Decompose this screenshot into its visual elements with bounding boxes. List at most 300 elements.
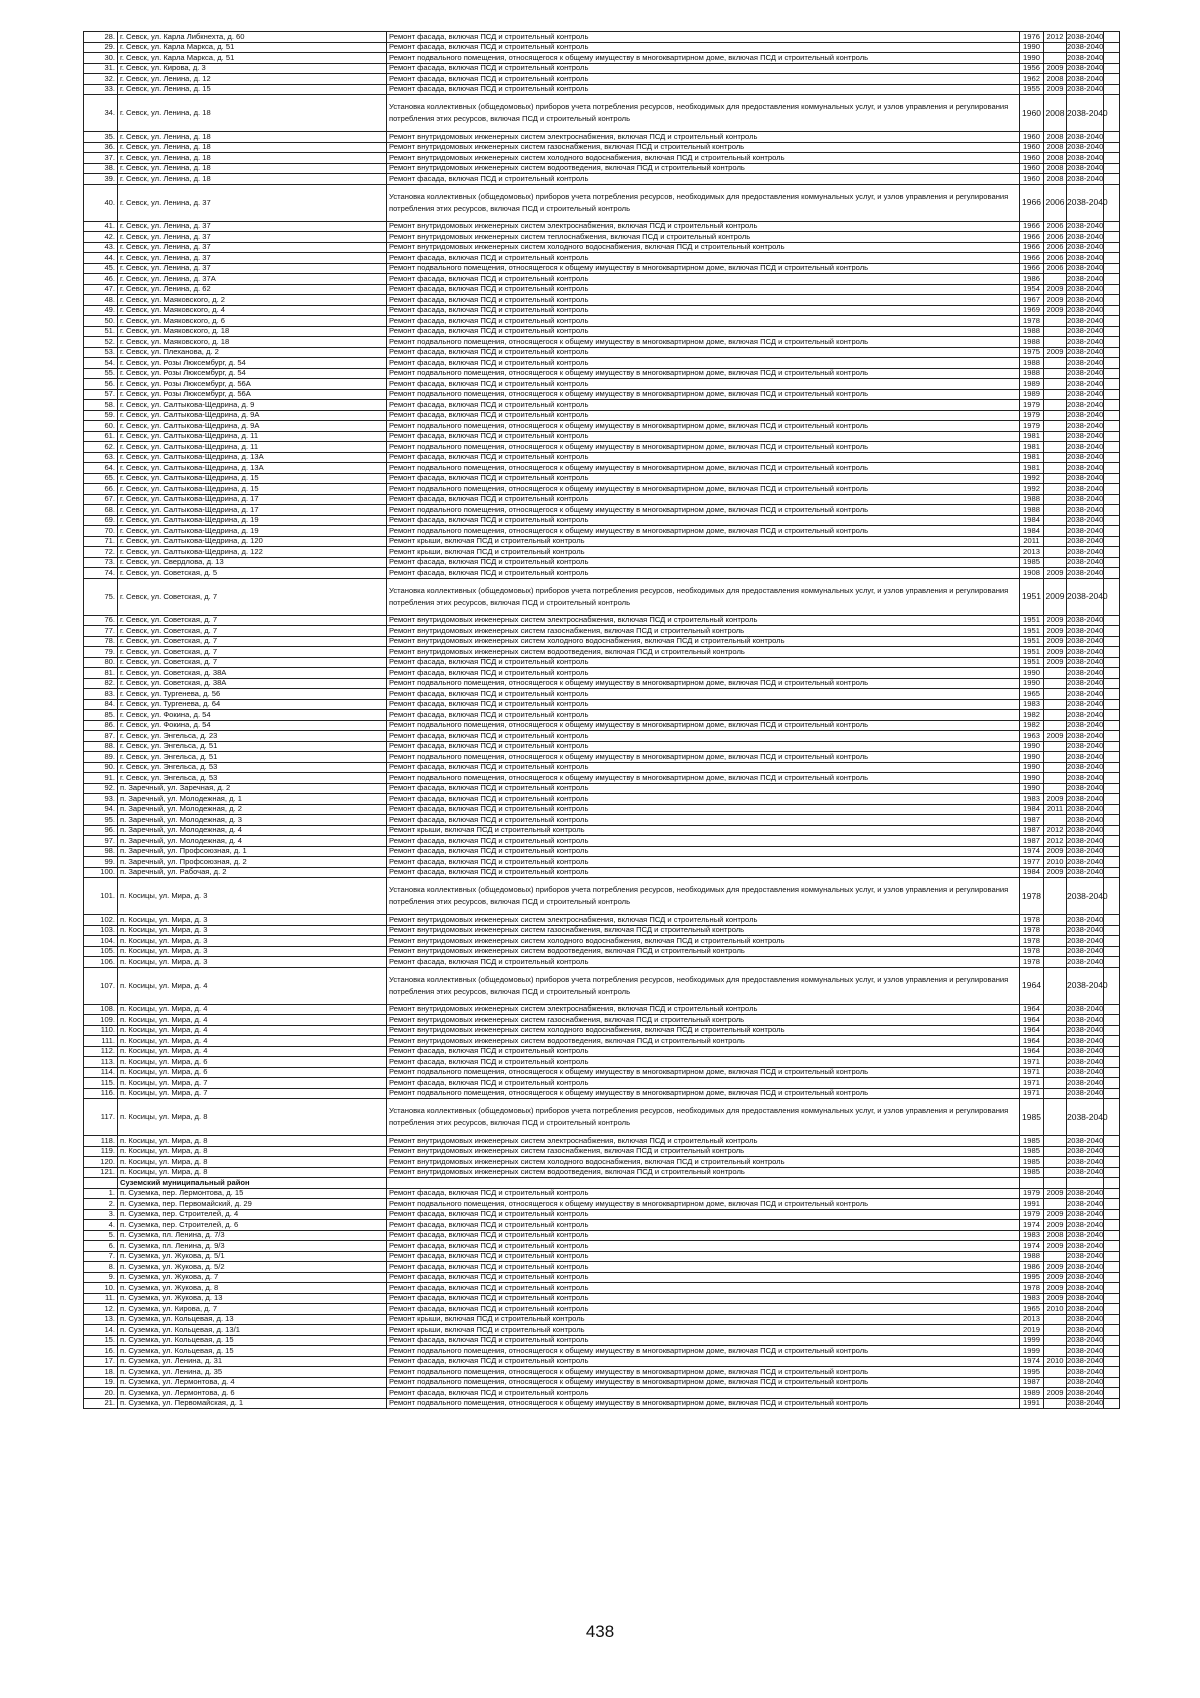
table-row	[84, 1088, 1120, 1099]
build-year-cell: 1992	[1020, 484, 1044, 495]
row-number-cell: 116.	[84, 1088, 118, 1099]
last-repair-year-cell: 2008	[1044, 163, 1067, 174]
table-row	[84, 1325, 1120, 1336]
work-type-cell: Ремонт внутридомовых инженерных систем водоотведения, включая ПСД и строительный контроль	[387, 647, 1020, 658]
work-type-cell: Ремонт фасада, включая ПСД и строительный контроль	[387, 668, 1020, 679]
row-number-cell: 110.	[84, 1025, 118, 1036]
last-repair-year-cell	[1044, 1004, 1067, 1015]
build-year-cell: 1989	[1020, 1388, 1044, 1399]
build-year-cell: 1984	[1020, 515, 1044, 526]
work-type-cell: Ремонт подвального помещения, относящегося к общему имуществу в многоквартирном доме, включая ПСД и строительный контроль	[387, 421, 1020, 432]
planned-period-cell: 2038-2040	[1067, 1167, 1104, 1177]
build-year-cell: 1966	[1020, 221, 1044, 232]
build-year-cell: 1978	[1020, 925, 1044, 936]
last-repair-year-cell	[1044, 536, 1067, 547]
row-number-cell: 54.	[84, 358, 118, 369]
last-repair-year-cell: 2009	[1044, 794, 1067, 805]
build-year-cell: 1990	[1020, 678, 1044, 689]
address-cell: г. Севск, ул. Салтыкова-Щедрина, д. 19	[118, 526, 387, 537]
work-type-cell: Ремонт подвального помещения, относящегося к общему имуществу в многоквартирном доме, включая ПСД и строительный контроль	[387, 463, 1020, 474]
empty-cell	[1104, 1046, 1120, 1057]
build-year-cell: 1974	[1020, 1356, 1044, 1367]
build-year-cell: 1988	[1020, 326, 1044, 337]
planned-period-cell: 2038-2040	[1067, 846, 1104, 856]
address-cell: г. Севск, ул. Салтыкова-Щедрина, д. 11	[118, 431, 387, 442]
work-type-cell: Ремонт подвального помещения, относящегося к общему имуществу в многоквартирном доме, включая ПСД и строительный контроль	[387, 1067, 1020, 1078]
build-year-cell: 1964	[1020, 1046, 1044, 1057]
address-cell: г. Севск, ул. Тургенева, д. 56	[118, 689, 387, 700]
address-cell: г. Севск, ул. Фокина, д. 54	[118, 720, 387, 731]
table-row	[84, 316, 1120, 327]
address-cell: п. Косицы, ул. Мира, д. 4	[118, 1025, 387, 1036]
planned-period-cell: 2038-2040	[1067, 793, 1104, 803]
last-repair-year-cell	[1044, 337, 1067, 348]
work-type-cell: Ремонт внутридомовых инженерных систем газоснабжения, включая ПСД и строительный контроль	[387, 142, 1020, 153]
build-year-cell: 1956	[1020, 63, 1044, 74]
planned-period-cell: 2038-2040	[1067, 231, 1104, 241]
build-year-cell: 1985	[1020, 1099, 1044, 1136]
empty-cell	[1104, 1067, 1120, 1078]
last-repair-year-cell	[1044, 1067, 1067, 1078]
address-cell: г. Севск, ул. Салтыкова-Щедрина, д. 9	[118, 400, 387, 411]
planned-period-cell: 2038-2040	[1067, 441, 1104, 451]
table-row	[84, 452, 1120, 463]
planned-period-cell: 2038-2040	[1067, 1335, 1104, 1345]
work-type-cell: Ремонт внутридомовых инженерных систем электроснабжения, включая ПСД и строительный контроль	[387, 221, 1020, 232]
table-row	[84, 878, 1120, 915]
row-number-cell: 79.	[84, 647, 118, 658]
planned-period-cell: 2038-2040	[1067, 473, 1104, 483]
build-year-cell: 1975	[1020, 347, 1044, 358]
table-row	[84, 846, 1120, 857]
empty-cell	[1104, 1025, 1120, 1036]
row-number-cell: 18.	[84, 1367, 118, 1378]
table-row	[84, 1304, 1120, 1315]
last-repair-year-cell: 2012	[1044, 836, 1067, 847]
planned-period-cell: 2038-2040	[1067, 741, 1104, 751]
last-repair-year-cell: 2009	[1044, 647, 1067, 658]
planned-period-cell: 2038-2040	[1067, 567, 1104, 577]
address-cell: п. Суземка, ул. Лермонтова, д. 4	[118, 1377, 387, 1388]
table-row	[84, 221, 1120, 232]
empty-cell	[1104, 1251, 1120, 1262]
row-number-cell: 69.	[84, 515, 118, 526]
table-row	[84, 263, 1120, 274]
planned-period-cell: 2038-2040	[1067, 646, 1104, 656]
build-year-cell: 1951	[1020, 657, 1044, 668]
work-type-cell: Ремонт внутридомовых инженерных систем холодного водоснабжения, включая ПСД и строительный контроль	[387, 1025, 1020, 1036]
table-row	[84, 1099, 1120, 1136]
empty-cell	[1104, 836, 1120, 847]
last-repair-year-cell	[1044, 421, 1067, 432]
last-repair-year-cell	[1044, 1046, 1067, 1057]
build-year-cell: 1971	[1020, 1088, 1044, 1099]
build-year-cell: 1999	[1020, 1335, 1044, 1346]
empty-cell	[1104, 295, 1120, 306]
last-repair-year-cell	[1044, 452, 1067, 463]
row-number-cell: 74.	[84, 568, 118, 579]
build-year-cell: 1960	[1020, 163, 1044, 174]
table-row	[84, 1167, 1120, 1178]
work-type-cell: Ремонт фасада, включая ПСД и строительный контроль	[387, 32, 1020, 43]
planned-period-cell: 2038-2040	[1067, 1387, 1104, 1397]
work-type-cell: Ремонт подвального помещения, относящегося к общему имуществу в многоквартирном доме, включая ПСД и строительный контроль	[387, 526, 1020, 537]
planned-period-cell: 2038-2040	[1067, 657, 1104, 667]
empty-cell	[1104, 741, 1120, 752]
address-cell: г. Севск, ул. Салтыкова-Щедрина, д. 17	[118, 494, 387, 505]
address-cell: п. Суземка, ул. Кольцевая, д. 13	[118, 1314, 387, 1325]
table-row	[84, 578, 1120, 615]
row-number-cell: 31.	[84, 63, 118, 74]
row-number-cell: 34.	[84, 95, 118, 132]
row-number-cell: 7.	[84, 1251, 118, 1262]
table-row	[84, 689, 1120, 700]
build-year-cell: 1989	[1020, 389, 1044, 400]
work-type-cell: Ремонт крыши, включая ПСД и строительный контроль	[387, 1314, 1020, 1325]
row-number-cell: 56.	[84, 379, 118, 390]
address-cell: п. Заречный, ул. Рабочая, д. 2	[118, 867, 387, 878]
row-number-cell: 83.	[84, 689, 118, 700]
row-number-cell: 120.	[84, 1157, 118, 1168]
address-cell: г. Севск, ул. Советская, д. 7	[118, 636, 387, 647]
table-row	[84, 473, 1120, 484]
empty-cell	[1104, 410, 1120, 421]
build-year-cell: 1960	[1020, 95, 1044, 132]
empty-cell	[1104, 946, 1120, 957]
planned-period-cell: 2038-2040	[1067, 946, 1104, 956]
address-cell: г. Севск, ул. Ленина, д. 37	[118, 263, 387, 274]
last-repair-year-cell: 2006	[1044, 242, 1067, 253]
build-year-cell: 1978	[1020, 936, 1044, 947]
last-repair-year-cell	[1044, 358, 1067, 369]
work-type-cell: Ремонт фасада, включая ПСД и строительный контроль	[387, 515, 1020, 526]
row-number-cell: 21.	[84, 1398, 118, 1409]
table-row	[84, 84, 1120, 95]
empty-cell	[1104, 1241, 1120, 1252]
table-row	[84, 163, 1120, 174]
planned-period-cell: 2038-2040	[1067, 1088, 1104, 1098]
build-year-cell: 1978	[1020, 316, 1044, 327]
last-repair-year-cell: 2006	[1044, 263, 1067, 274]
work-type-cell: Ремонт фасада, включая ПСД и строительный контроль	[387, 316, 1020, 327]
work-type-cell: Ремонт внутридомовых инженерных систем холодного водоснабжения, включая ПСД и строительный контроль	[387, 936, 1020, 947]
planned-period-cell: 2038-2040	[1067, 856, 1104, 866]
address-cell: п. Заречный, ул. Молодежная, д. 3	[118, 815, 387, 826]
address-cell: п. Косицы, ул. Мира, д. 8	[118, 1146, 387, 1157]
last-repair-year-cell: 2006	[1044, 232, 1067, 243]
work-type-cell: Ремонт фасада, включая ПСД и строительный контроль	[387, 857, 1020, 868]
address-cell: г. Севск, ул. Энгельса, д. 51	[118, 741, 387, 752]
row-number-cell: 10.	[84, 1283, 118, 1294]
row-number-cell: 114.	[84, 1067, 118, 1078]
last-repair-year-cell	[1044, 316, 1067, 327]
planned-period-cell: 2038-2040	[1067, 536, 1104, 546]
table-row	[84, 63, 1120, 74]
empty-cell	[1104, 1388, 1120, 1399]
build-year-cell: 1982	[1020, 720, 1044, 731]
empty-cell	[1104, 1146, 1120, 1157]
last-repair-year-cell	[1044, 946, 1067, 957]
row-number-cell: 112.	[84, 1046, 118, 1057]
planned-period-cell: 2038-2040	[1067, 163, 1104, 173]
section-header-row	[84, 1178, 1120, 1189]
empty-cell	[1104, 752, 1120, 763]
table-row	[84, 1015, 1120, 1026]
table-row	[84, 1398, 1120, 1409]
work-type-cell: Ремонт фасада, включая ПСД и строительный контроль	[387, 1220, 1020, 1231]
table-row	[84, 305, 1120, 316]
table-row	[84, 1251, 1120, 1262]
build-year-cell: 1979	[1020, 400, 1044, 411]
empty-cell	[1104, 74, 1120, 85]
row-number-cell: 70.	[84, 526, 118, 537]
row-number-cell: 97.	[84, 836, 118, 847]
table-row	[84, 1188, 1120, 1199]
table-row	[84, 410, 1120, 421]
table-row	[84, 762, 1120, 773]
planned-period-cell: 2038-2040	[1067, 389, 1104, 399]
work-type-cell: Ремонт подвального помещения, относящегося к общему имуществу в многоквартирном доме, включая ПСД и строительный контроль	[387, 1199, 1020, 1210]
table-row	[84, 326, 1120, 337]
last-repair-year-cell: 2009	[1044, 63, 1067, 74]
last-repair-year-cell	[1044, 710, 1067, 721]
planned-period-cell: 2038-2040	[1067, 720, 1104, 730]
table-row	[84, 626, 1120, 637]
row-number-cell: 62.	[84, 442, 118, 453]
last-repair-year-cell	[1044, 410, 1067, 421]
empty-cell	[1104, 1367, 1120, 1378]
address-cell: п. Суземка, пер. Строителей, д. 6	[118, 1220, 387, 1231]
table-row	[84, 132, 1120, 143]
last-repair-year-cell: 2009	[1044, 347, 1067, 358]
empty-cell	[1104, 657, 1120, 668]
work-type-cell: Ремонт подвального помещения, относящегося к общему имуществу в многоквартирном доме, включая ПСД и строительный контроль	[387, 442, 1020, 453]
row-number-cell: 118.	[84, 1136, 118, 1147]
row-number-cell: 5.	[84, 1230, 118, 1241]
planned-period-cell: 2038-2040	[1067, 420, 1104, 430]
last-repair-year-cell: 2012	[1044, 825, 1067, 836]
table-row	[84, 32, 1120, 43]
planned-period-cell: 2038-2040	[1067, 1188, 1104, 1198]
planned-period-cell: 2038-2040	[1067, 184, 1104, 221]
address-cell: п. Косицы, ул. Мира, д. 8	[118, 1167, 387, 1178]
address-cell: г. Севск, ул. Ленина, д. 37	[118, 184, 387, 221]
table-row	[84, 741, 1120, 752]
address-cell: п. Заречный, ул. Профсоюзная, д. 1	[118, 846, 387, 857]
last-repair-year-cell	[1044, 668, 1067, 679]
table-row	[84, 421, 1120, 432]
row-number-cell: 85.	[84, 710, 118, 721]
empty-cell	[1104, 1015, 1120, 1026]
build-year-cell: 1951	[1020, 647, 1044, 658]
build-year-cell: 1983	[1020, 699, 1044, 710]
work-type-cell: Ремонт фасада, включая ПСД и строительный контроль	[387, 63, 1020, 74]
build-year-cell: 1960	[1020, 142, 1044, 153]
table-row	[84, 400, 1120, 411]
work-type-cell: Ремонт внутридомовых инженерных систем холодного водоснабжения, включая ПСД и строительный контроль	[387, 1157, 1020, 1168]
planned-period-cell: 2038-2040	[1067, 835, 1104, 845]
last-repair-year-cell: 2008	[1044, 74, 1067, 85]
empty-cell	[1104, 668, 1120, 679]
table-row	[84, 815, 1120, 826]
table-row	[84, 274, 1120, 285]
address-cell: п. Суземка, ул. Лермонтова, д. 6	[118, 1388, 387, 1399]
work-type-cell: Ремонт внутридомовых инженерных систем электроснабжения, включая ПСД и строительный контроль	[387, 915, 1020, 926]
planned-period-cell: 2038-2040	[1067, 1056, 1104, 1066]
work-type-cell: Ремонт внутридомовых инженерных систем холодного водоснабжения, включая ПСД и строительный контроль	[387, 242, 1020, 253]
row-number-cell: 101.	[84, 878, 118, 915]
address-cell: г. Севск, ул. Энгельса, д. 23	[118, 731, 387, 742]
address-cell: г. Севск, ул. Ленина, д. 37А	[118, 274, 387, 285]
address-cell: г. Севск, ул. Розы Люксембург, д. 56А	[118, 389, 387, 400]
address-cell: п. Косицы, ул. Мира, д. 3	[118, 946, 387, 957]
work-type-cell: Ремонт фасада, включая ПСД и строительный контроль	[387, 174, 1020, 185]
build-year-cell: 1955	[1020, 84, 1044, 95]
address-cell: п. Суземка, пл. Ленина, д. 7/3	[118, 1230, 387, 1241]
address-cell: п. Заречный, ул. Заречная, д. 2	[118, 783, 387, 794]
empty-cell	[1104, 494, 1120, 505]
work-type-cell: Ремонт подвального помещения, относящегося к общему имуществу в многоквартирном доме, включая ПСД и строительный контроль	[387, 1377, 1020, 1388]
table-row	[84, 515, 1120, 526]
empty-cell	[1104, 1220, 1120, 1231]
planned-period-cell: 2038-2040	[1067, 515, 1104, 525]
address-cell: г. Севск, ул. Советская, д. 38А	[118, 678, 387, 689]
work-type-cell: Ремонт фасада, включая ПСД и строительный контроль	[387, 846, 1020, 857]
repair-program-table-page	[83, 31, 1119, 1409]
build-year-cell: 1981	[1020, 463, 1044, 474]
last-repair-year-cell: 2010	[1044, 1356, 1067, 1367]
empty-cell	[1104, 857, 1120, 868]
empty-cell	[1104, 53, 1120, 64]
build-year-cell: 1981	[1020, 452, 1044, 463]
work-type-cell: Ремонт внутридомовых инженерных систем холодного водоснабжения, включая ПСД и строительный контроль	[387, 636, 1020, 647]
planned-period-cell: 2038-2040	[1067, 410, 1104, 420]
address-cell: г. Севск, ул. Советская, д. 38А	[118, 668, 387, 679]
build-year-cell: 1978	[1020, 878, 1044, 915]
empty-cell	[1104, 473, 1120, 484]
empty-cell	[1104, 358, 1120, 369]
row-number-cell: 98.	[84, 846, 118, 857]
address-cell: г. Севск, ул. Салтыкова-Щедрина, д. 11	[118, 442, 387, 453]
last-repair-year-cell	[1044, 484, 1067, 495]
work-type-cell: Ремонт внутридомовых инженерных систем электроснабжения, включая ПСД и строительный контроль	[387, 1136, 1020, 1147]
build-year-cell: 1988	[1020, 337, 1044, 348]
table-row	[84, 547, 1120, 558]
work-type-cell: Ремонт фасада, включая ПСД и строительный контроль	[387, 836, 1020, 847]
planned-period-cell: 2038-2040	[1067, 678, 1104, 688]
row-number-cell: 95.	[84, 815, 118, 826]
last-repair-year-cell: 2009	[1044, 657, 1067, 668]
row-number-cell: 53.	[84, 347, 118, 358]
row-number-cell: 63.	[84, 452, 118, 463]
planned-period-cell: 2038-2040	[1067, 1146, 1104, 1156]
build-year-cell: 1988	[1020, 358, 1044, 369]
empty-cell	[1104, 773, 1120, 784]
table-row	[84, 1057, 1120, 1068]
table-row	[84, 647, 1120, 658]
work-type-cell: Ремонт внутридомовых инженерных систем водоотведения, включая ПСД и строительный контроль	[387, 1036, 1020, 1047]
address-cell: п. Косицы, ул. Мира, д. 4	[118, 1036, 387, 1047]
row-number-cell: 42.	[84, 232, 118, 243]
table-row	[84, 773, 1120, 784]
last-repair-year-cell	[1044, 494, 1067, 505]
table-row	[84, 1272, 1120, 1283]
last-repair-year-cell: 2009	[1044, 1283, 1067, 1294]
address-cell: г. Севск, ул. Маяковского, д. 18	[118, 326, 387, 337]
row-number-cell: 43.	[84, 242, 118, 253]
build-year-cell: 1990	[1020, 773, 1044, 784]
empty-cell	[1104, 1178, 1120, 1189]
last-repair-year-cell: 2009	[1044, 305, 1067, 316]
planned-period-cell: 2038-2040	[1067, 52, 1104, 62]
address-cell: п. Косицы, ул. Мира, д. 8	[118, 1099, 387, 1136]
build-year-cell: 1976	[1020, 32, 1044, 43]
build-year-cell: 1984	[1020, 526, 1044, 537]
last-repair-year-cell	[1044, 1325, 1067, 1336]
empty-cell	[1104, 1157, 1120, 1168]
row-number-cell: 40.	[84, 184, 118, 221]
last-repair-year-cell	[1044, 925, 1067, 936]
empty-cell	[1104, 421, 1120, 432]
last-repair-year-cell	[1044, 1314, 1067, 1325]
last-repair-year-cell: 2009	[1044, 1388, 1067, 1399]
planned-period-cell: 2038-2040	[1067, 1356, 1104, 1366]
build-year-cell: 1908	[1020, 568, 1044, 579]
table-row	[84, 174, 1120, 185]
address-cell: г. Севск, ул. Маяковского, д. 6	[118, 316, 387, 327]
last-repair-year-cell	[1044, 752, 1067, 763]
planned-period-cell: 2038-2040	[1067, 1046, 1104, 1056]
address-cell: г. Севск, ул. Салтыкова-Щедрина, д. 13А	[118, 452, 387, 463]
address-cell: г. Севск, ул. Кирова, д. 3	[118, 63, 387, 74]
empty-cell	[1104, 957, 1120, 968]
planned-period-cell: 2038-2040	[1067, 31, 1104, 41]
table-row	[84, 242, 1120, 253]
build-year-cell: 1966	[1020, 184, 1044, 221]
build-year-cell: 1995	[1020, 1272, 1044, 1283]
build-year-cell: 1981	[1020, 442, 1044, 453]
build-year-cell: 1988	[1020, 368, 1044, 379]
table-row	[84, 347, 1120, 358]
empty-cell	[1104, 1304, 1120, 1315]
empty-cell	[1104, 337, 1120, 348]
empty-cell	[1104, 1209, 1120, 1220]
build-year-cell: 2013	[1020, 547, 1044, 558]
planned-period-cell: 2038-2040	[1067, 294, 1104, 304]
build-year-cell: 1979	[1020, 410, 1044, 421]
table-row	[84, 568, 1120, 579]
planned-period-cell: 2038-2040	[1067, 1240, 1104, 1250]
row-number-cell: 80.	[84, 657, 118, 668]
build-year-cell: 1971	[1020, 1057, 1044, 1068]
last-repair-year-cell	[1044, 762, 1067, 773]
address-cell: п. Суземка, ул. Кольцевая, д. 15	[118, 1335, 387, 1346]
build-year-cell: 1951	[1020, 626, 1044, 637]
row-number-cell: 113.	[84, 1057, 118, 1068]
address-cell: г. Севск, ул. Фокина, д. 54	[118, 710, 387, 721]
work-type-cell: Ремонт фасада, включая ПСД и строительный контроль	[387, 1293, 1020, 1304]
planned-period-cell: 2038-2040	[1067, 925, 1104, 935]
row-number-cell: 6.	[84, 1241, 118, 1252]
address-cell: п. Заречный, ул. Молодежная, д. 4	[118, 825, 387, 836]
build-year-cell: 1985	[1020, 1167, 1044, 1178]
last-repair-year-cell	[1044, 720, 1067, 731]
planned-period-cell: 2038-2040	[1067, 1324, 1104, 1334]
build-year-cell: 1990	[1020, 741, 1044, 752]
empty-cell	[1104, 626, 1120, 637]
work-type-cell: Ремонт фасада, включая ПСД и строительный контроль	[387, 379, 1020, 390]
planned-period-cell: 2038-2040	[1067, 273, 1104, 283]
